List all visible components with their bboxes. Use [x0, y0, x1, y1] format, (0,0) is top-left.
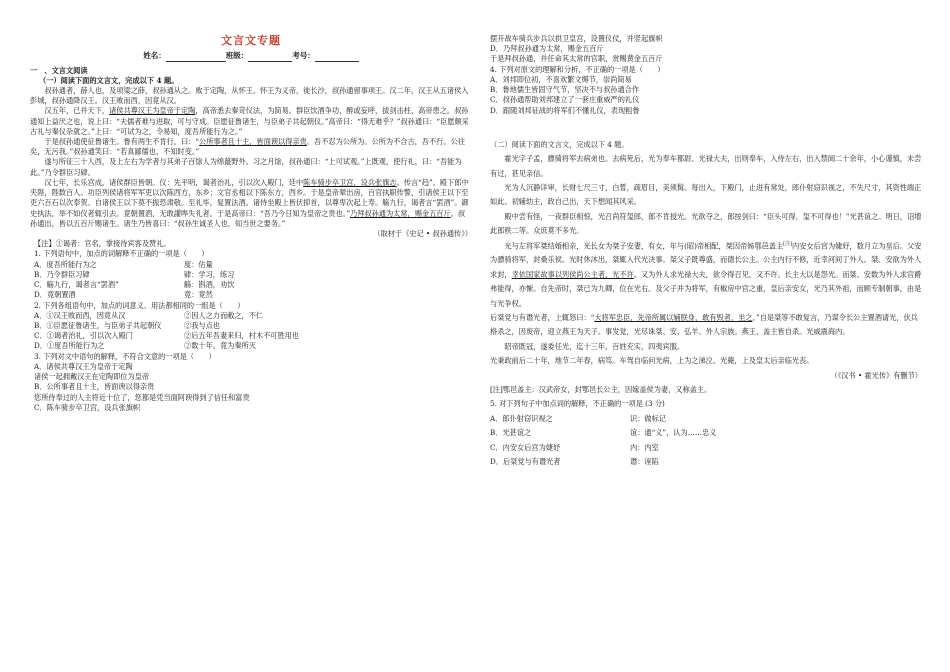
passage1-para: 汉七年，长乐宫成，诸侯群臣皆朝。仪：先平明，谒者治礼，引以次入殿门，廷中陈车骑步卒卫宫，设兵张旗志。传言“趋”。殿下郎中夹陛，陛数百人。功臣列侯诸将军军吏以次陈西方，东乡；文官丞相以下陈东方，西乡。于是皇帝辇出房，百官执职传警，引诸侯王以下至吏六百石以次奉贺。自诸侯王以下莫不振恐肃敬。至礼毕，复置法酒。诸侍坐殿上皆伏抑首，以尊卑次起上寿。觞九行，谒者言“罢酒”。御史执法，举不如仪者辄引去。竟朝置酒，无敢讙哗失礼者。于是高帝曰：“吾乃今日知为皇帝之贵也。”乃拜叔孙通为太常，赐金五百斤。叔孙通出，皆以五百斤赐诸生。诸生乃皆喜曰：“叔孙生诚圣人也，知当世之要务。”	[30, 177, 469, 228]
question-4-option-d[interactable]: D．跟随刘邦征战的将军们不懂礼仪，表现粗鲁	[490, 105, 640, 115]
source-citation: （取材于《史记 • 叔孙通传》）	[373, 229, 472, 238]
question-3-line[interactable]: A．诸侯共尊汉王为皇帝于定陶	[34, 361, 133, 371]
question-2-option-d[interactable]: D．①度吾所能行为之 ②数十年，竟为秦所灭	[34, 341, 256, 351]
class-label: 班级：	[225, 50, 249, 60]
passage2-para: 光秉政前后二十年，地节二年春，病笃。车驾自临问光病，上为之涕泣。光薨，上及皇太后亲临光丧。	[490, 356, 814, 366]
question-3-line[interactable]: D．乃拜叔孙通为太常，赐金五百斤	[490, 44, 604, 54]
question-3-line: 摆开战车骑兵步兵以拱卫皇宫，设置仪仗，并竖起旗帜	[490, 34, 663, 43]
underlined-sentence: 大将军忠臣，先帝所属以辅朕身，敢有毁者，坐之	[594, 313, 753, 323]
annotation-note: [注]鄂邑盖主：汉武帝女，封鄂邑长公主，因嫁盖侯为妻，又称盖主。	[490, 385, 712, 395]
question-1-option-d[interactable]: D．竟朝置酒 竟：竟然	[34, 290, 213, 300]
question-5-option-a[interactable]: A．郎仆射窃识视之 识：做标记	[490, 413, 666, 423]
passage2-para: 光与左将军桀结婚相亲，光长女为桀子安妻，有女，年与(昭)帝相配，桀因帝姊鄂邑盖主[注]内安女后宫为婕妤，数月立为皇后。父安为骠骑将军，封桑乐侯。光时休沐出，桀辄入代光决事。桀父子既尊盛，而德长公主。公主内行不修，近幸河间丁外人。桀、安欲为外人求封，幸依国家故事以列侯尚公主者，光不许。又为外人求光禄大夫，欲令得召见，又不许。长主大以是怨光。而桀、安数为外人求官爵弗能得，亦惭。自先帝时，桀已为九卿，位在光右。及父子并为将军，有椒房中宫之重，皇后亲安女，光乃其外祖，而顾专制朝事，由是与光争权。	[490, 240, 922, 308]
part2-heading: （二）阅读下面的文言文，完成以下 4 题。	[490, 139, 629, 149]
source-citation: （《汉书 • 霍光传》有删节）	[830, 370, 922, 380]
question-5-option-b[interactable]: B．光甚谊之 谊：通“义”，认为……忠义	[490, 428, 717, 438]
question-1-option-b[interactable]: B．乃令群臣习肄 肄：学习，练习	[34, 269, 235, 279]
question-2-option-c[interactable]: C．①谒者治礼，引以次入殿门 ②后五年吾妻来归，村木不可胜用也	[34, 331, 300, 341]
page-title: 文言文专题	[221, 34, 281, 47]
passage2	[490, 138, 922, 470]
question-5-option-c[interactable]: C．内安女后宫为婕妤 内：内室	[490, 442, 659, 452]
exam-number-label: 考号：	[292, 50, 315, 60]
question-3-line: 诸侯一起拥戴汉王在定陶即位为皇帝	[34, 372, 150, 382]
footnote-marker: [注]	[783, 240, 793, 247]
passage1-para: 于是叔孙通使征鲁诸生。鲁有两生不肯行，曰：“公所事者且十主，皆面谀以得亲贵。吾不忍为公所为。公所为不合古，吾不行。公往矣，无污我。”叔孙通笑曰：“若真鄙儒也，不知时变。”	[30, 137, 465, 157]
underlined-sentence: 幸依国家故事以列侯尚公主者，光不许	[511, 269, 634, 279]
exam-number-blank[interactable]	[315, 53, 359, 62]
question-4-option-a[interactable]: A．刘邦即位初，不喜欢繁文缛节，崇尚简易	[490, 74, 632, 84]
underlined-sentence: 乃拜叔孙通为太常，赐金五百斤	[350, 208, 451, 218]
question-2-option-b[interactable]: B．①臣愿征鲁诸生，与臣弟子共起朝仪 ②我与点也	[34, 320, 220, 330]
passage2-para: 霍光字子孟，骠骑将军去病弟也。去病死后，光为奉车都尉、光禄大夫，出则奉车，入侍左右，出入禁闼二十余年，小心谨慎，未尝有过，甚见亲信。	[490, 154, 922, 178]
passage2-para: 昭帝既冠，遂委任光，迄十三年，百姓充实，四夷宾服。	[504, 341, 685, 351]
question-3-stem: 3. 下列对文中语句的解释，不符合文意的一项是（ ）	[34, 351, 216, 361]
underlined-sentence: 公所事者且十主，皆面谀以得亲贵	[199, 137, 307, 147]
annotation-note: 【注】①谒者：官名，掌接待宾客及赞礼。	[34, 239, 171, 249]
question-5-option-d[interactable]: D．后桀党与有谮光者 谮：诬陷	[490, 457, 659, 467]
section-heading: 一 、文言文阅读	[30, 65, 88, 75]
passage1-para: 汉五年，已并天下，诸侯共尊汉王为皇帝于定陶，高帝悉去秦苛仪法，为简易。群臣饮酒争功，醉或妄呼，拔剑击柱，高帝患之。叔孙通知上益厌之也，说上曰：“夫儒者难与进取，可与守成。臣愿征鲁诸生，与臣弟子共起朝仪。”高帝曰：“得无难乎？”叔孙通曰：“臣愿颇采古礼与秦仪杂就之。”上曰：“可试为之，令易知，度吾所能行为之。”	[30, 106, 469, 136]
question-3-line: 您所侍奉过的人主将近十位了，您都是凭当面阿谀得到了信任和富贵	[34, 392, 250, 402]
question-4-stem: 4. 下列对原文的理解和分析，不正确的一项是（ ）	[490, 64, 665, 74]
question-3-line[interactable]: C．陈车骑步卒卫宫，设兵张旗帜	[34, 402, 141, 412]
passage2-para: 光为人沉静详审，长财七尺三寸，白皙，疏眉目，美须髯。每出入，下殿门，止进有常处，郎仆射窃识视之，不失尺寸，其资性端正如此。初辅幼主，政自己出，天下想闻其风采。	[490, 182, 922, 207]
question-4-option-b[interactable]: B．鲁地儒生皆固守气节，坚决不与叔孙通合作	[490, 85, 640, 95]
passage1-para: 叔孙通者，薛人也，及项梁之薛，叔孙通从之。败于定陶，从怀王。怀王为义帝，徙长沙，叔孙通留事项王。汉二年，汉王从五诸侯入彭城，叔孙通降汉王。汉王败而西，因竟从汉。	[30, 85, 469, 106]
left-column	[30, 0, 472, 413]
question-5-stem: 5. 对下列句子中加点词的解释，不正确的一项是 (3 分)	[490, 399, 665, 409]
passage1-para: 遂与所征三十人西，及上左右为学者与其弟子百馀人为绵蕞野外。习之月馀，叔孙通曰：“上可试观。”上既观，使行礼，曰：“吾能为此。”乃令群臣习肄。	[30, 157, 462, 177]
question-2-option-a[interactable]: A．①汉王败而西，因竟从汉 ②因人之力而敝之，不仁	[34, 310, 264, 320]
name-label: 姓名：	[143, 50, 166, 60]
question-2-stem: 2. 下列各组语句中，加点的词意义、用法都相同的一组是（ ）	[34, 300, 245, 310]
underlined-sentence: 陈车骑步卒卫宫，设兵张旗志	[303, 177, 397, 187]
question-1-stem: 1. 下列语句中，加点的词解释不正确的一项是（ ）	[34, 249, 209, 259]
passage2-para: 殿中尝有怪，一夜群臣相惊，光召尚符玺郎，郎不肯授光。光欲夺之，郎按剑曰：“臣头可得，玺不可得也！”光甚谊之。明日，诏增此郎秩二等。众庶莫不多光。	[490, 211, 922, 236]
question-3-line: 于是拜叔孙通，并任命其太常的官职，赏赐黄金五百斤	[490, 54, 663, 64]
question-4-option-c[interactable]: C．叔孙通帮助刘邦建立了一套庄重威严的礼仪	[490, 95, 640, 105]
right-column	[490, 34, 922, 469]
underlined-sentence: 诸侯共尊汉王为皇帝于定陶	[109, 106, 196, 116]
part1-heading: （一）阅读下面的文言文，完成以下 4 题。	[39, 75, 179, 85]
class-blank[interactable]	[248, 53, 292, 62]
student-info-line	[30, 50, 472, 62]
passage2-para: 后桀党与有谮光者，上辄怒曰：“大将军忠臣，先帝所属以辅朕身，敢有毁者，坐之。”自是桀等不敢复言，乃谋令长公主置酒请光，伏兵格杀之，因废帝，迎立燕王为天子。事发觉，光尽诛桀、安、弘羊、外人宗族。燕王、盖主皆自杀。光威震海内。	[490, 313, 918, 337]
question-1-option-a[interactable]: A．度吾所能行为之 度：估量	[34, 259, 213, 269]
question-3-line[interactable]: B．公所事者且十主，皆面谀以得亲贵	[34, 382, 155, 392]
question-1-option-c[interactable]: C．觞九行，谒者言“罢酒” 觞：斟酒，劝饮	[34, 280, 235, 290]
name-blank[interactable]	[166, 53, 226, 62]
